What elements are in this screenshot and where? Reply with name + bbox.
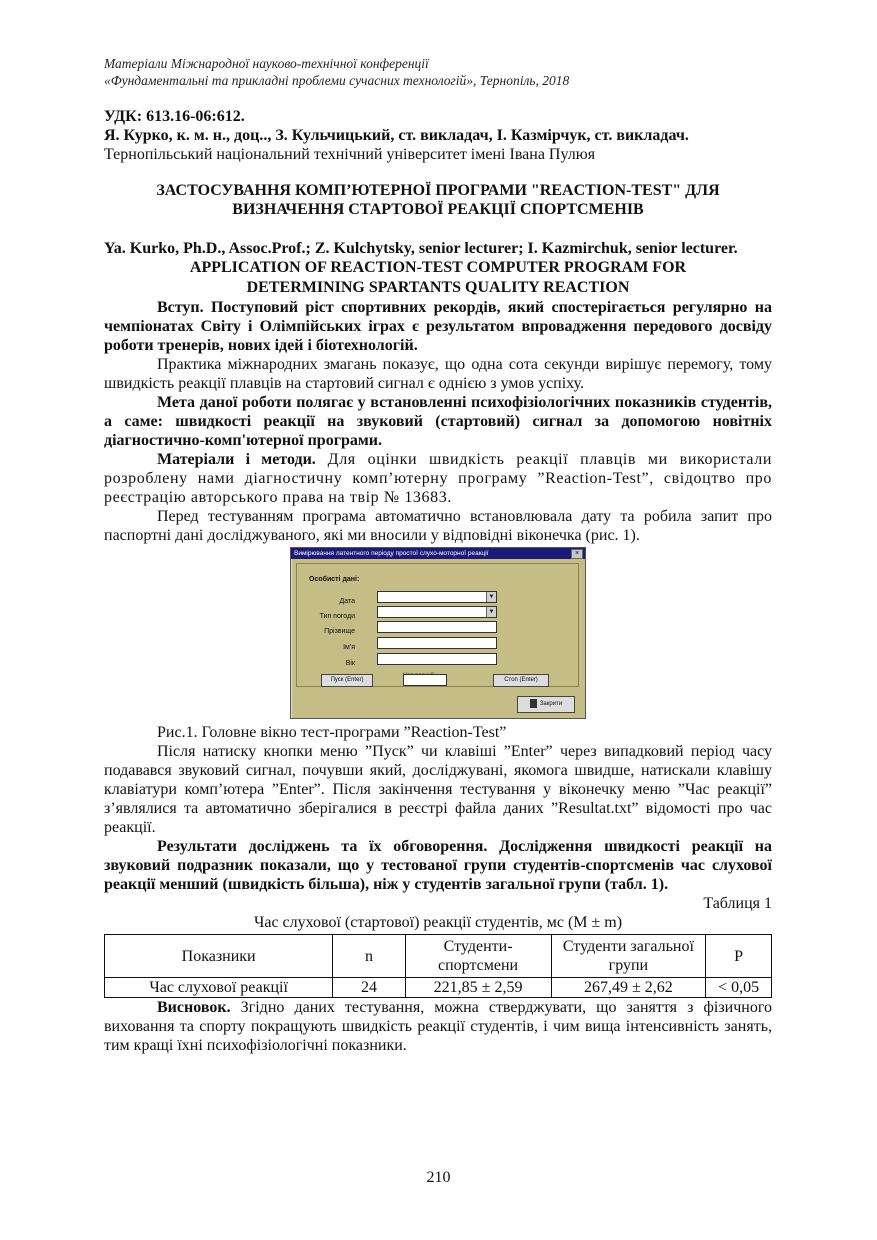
chevron-down-icon[interactable]: ▼ [486, 607, 496, 617]
table-number: Таблиця 1 [703, 895, 772, 912]
window-title: Вимірювання латентного періоду простої слухо-моторної реакції [294, 550, 489, 557]
close-button-label: Закрити [539, 701, 563, 707]
header-cell: n [333, 935, 405, 978]
methods-label: Матеріали і методи. [157, 451, 316, 468]
paper-page [104, 55, 772, 1055]
conference-header [104, 55, 772, 89]
title-en-line-1: APPLICATION OF REACTION-TEST COMPUTER PROGRAM FOR [189, 259, 687, 276]
results-text: Дослідження швидкості реакції на звуковий подразник показали, що у тестованої групи студентів-спортсменів час слухової реакції менший (швидкість більша), ніж у студентів загальної групи (табл. 1). [104, 838, 772, 893]
title-ua-line-1: ЗАСТОСУВАННЯ КОМП’ЮТЕРНОЇ ПРОГРАМИ "REACTION-TEST" ДЛЯ [156, 182, 720, 199]
table-cell: Час слухової реакції [105, 978, 333, 998]
conclusion-label: Висновок. [157, 999, 231, 1016]
aim-label: Мета [157, 394, 196, 411]
header-cell: Студенти-спортсмени [405, 935, 551, 978]
title-english [104, 258, 772, 298]
window-titlebar [291, 548, 585, 559]
udk-code: УДК: 613.16-06:612. [104, 108, 245, 125]
authors-english: Ya. Kurko, Ph.D., Assoc.Prof.; Z. Kulchytsky, senior lecturer; I. Kazmirchuk, senior lecturer. [104, 240, 738, 257]
table-row [105, 978, 772, 998]
table-cell: 221,85 ± 2,59 [405, 978, 551, 998]
methods-paragraph [104, 450, 772, 507]
door-icon [530, 699, 537, 708]
surname-field[interactable] [377, 621, 497, 633]
title-en-line-2: DETERMINING SPARTANTS QUALITY REACTION [246, 279, 630, 296]
table-cell: 267,49 ± 2,62 [551, 978, 706, 998]
title-ua-line-2: ВИЗНАЧЕННЯ СТАРТОВОЇ РЕАКЦІЇ СПОРТСМЕНІВ [232, 201, 644, 218]
name-label: Ім'я [343, 644, 355, 651]
table-cell: 24 [333, 978, 405, 998]
title-ukrainian [104, 181, 772, 219]
header-line-2: «Фундаментальні та прикладні проблеми сучасних технологій», Тернопіль, 2018 [104, 73, 570, 88]
practice-paragraph: Практика міжнародних змагань показує, що одна сота секунди вирішує перемогу, тому швидкість реакції плавців на стартовий сигнал є однією з умов успіху. [104, 356, 772, 392]
group-title: Особисті дані: [309, 576, 360, 583]
close-button[interactable] [517, 696, 575, 713]
reaction-time-field[interactable] [403, 674, 447, 686]
start-button[interactable]: Пуск (Enter) [321, 674, 373, 687]
table-caption: Час слухової (стартової) реакції студентів, мс (M ± m) [253, 914, 623, 931]
weather-label: Тип погоди [319, 613, 355, 620]
aim-text: даної роботи полягає у встановленні психофізіологічних показників студентів, а саме: швидкості реакції на звуковий (стартовий) сигнал за допомогою новітніх діагностично-комп'ютерної програми. [104, 394, 772, 449]
header-line-1: Матеріали Міжнародної науково-технічної конференції [104, 56, 429, 71]
results-table [104, 934, 772, 998]
age-field[interactable] [377, 653, 497, 665]
aim-paragraph [104, 393, 772, 450]
table-header-row [105, 935, 772, 978]
weather-combo[interactable] [377, 606, 497, 618]
intro-label: Вступ. [157, 299, 204, 316]
header-cell: P [706, 935, 772, 978]
figure-caption: Рис.1. Головне вікно тест-програми ”Reaction-Test” [157, 724, 507, 741]
chevron-down-icon[interactable]: ▼ [486, 592, 496, 602]
name-field[interactable] [377, 637, 497, 649]
conclusion-paragraph [104, 998, 772, 1055]
header-cell: Показники [105, 935, 333, 978]
surname-label: Прізвище [324, 628, 355, 635]
conclusion-text: Згідно даних тестування, можна стверджувати, що заняття з фізичного виховання та спорту покращують швидкість реакції студентів, і чим вища інтенсивність занять, тим кращі їхні психофізіологічні показники. [104, 999, 772, 1054]
results-label: Результати досліджень та їх обговорення. [157, 838, 488, 855]
personal-data-group [296, 563, 579, 687]
figure-1 [104, 547, 772, 719]
before-test-paragraph: Перед тестуванням програма автоматично встановлювала дату та робила запит про паспортні дані досліджуваного, які ми вносили у відповідні віконечка (рис. 1). [104, 508, 772, 544]
close-icon[interactable]: × [571, 549, 583, 559]
page-number: 210 [426, 1169, 451, 1186]
header-cell: Студенти загальної групи [551, 935, 706, 978]
reaction-test-window [290, 547, 586, 719]
age-label: Вік [345, 660, 355, 667]
stop-button[interactable]: Стоп (Enter) [493, 674, 549, 687]
results-paragraph [104, 837, 772, 894]
date-label: Дата [339, 598, 355, 605]
intro-paragraph [104, 298, 772, 355]
intro-text: Поступовий ріст спортивних рекордів, який спостерігається регулярно на чемпіонатах Світу і Олімпійських іграх є результатом впровадження передового досвіду роботи тренерів, нових ідей і біотехнологій. [104, 299, 772, 354]
university: Тернопільський національний технічний університет імені Івана Пулюя [104, 146, 596, 163]
table-cell: < 0,05 [706, 978, 772, 998]
methods-text: Для оцінки швидкість реакції плавців ми використали розроблену нами діагностичну комп’ютерну програму ”Reaction-Test”, свідоцтво про реєстрацію авторського права на твір № 13683. [104, 451, 772, 506]
date-combo[interactable] [377, 591, 497, 603]
after-test-paragraph: Після натиску кнопки меню ”Пуск” чи клавіші ”Enter” через випадковий період часу подавався звуковий сигнал, почувши який, досліджувані, якомога швидше, натискали клавішу клавіатури комп’ютера ”Enter”. Після закінчення тестування у віконечку меню ”Час реакції” з’являлися та автоматично зберігалися в реєстрі файла даних ”Resultat.txt” відомості про час реакції. [104, 743, 772, 836]
authors-ukrainian: Я. Курко, к. м. н., доц.., З. Кульчицький, ст. викладач, І. Казмірчук, ст. викладач. [104, 127, 689, 144]
